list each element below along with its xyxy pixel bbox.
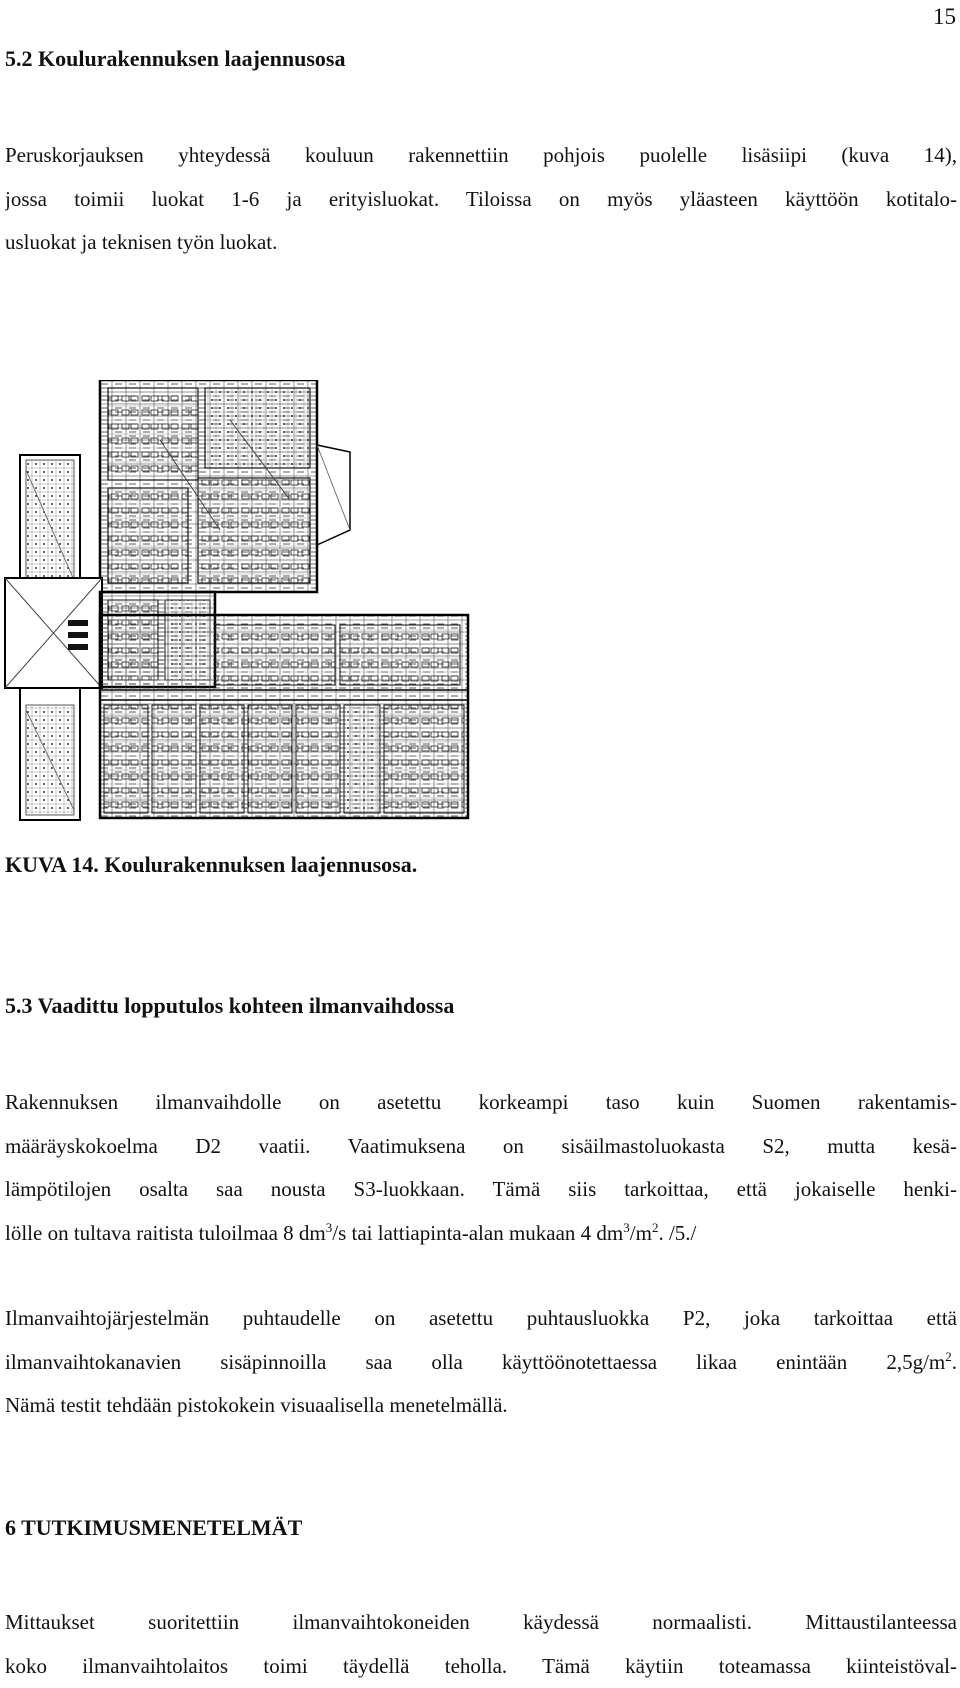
text-fragment: . /5./	[658, 1221, 696, 1245]
text-line: Rakennuksen ilmanvaihdolle on asetettu korkeampi taso kuin Suomen rakentamis-	[5, 1081, 957, 1125]
text-line: Peruskorjauksen yhteydessä kouluun rakennettiin pohjois puolelle lisäsiipi (kuva 14),	[5, 134, 957, 178]
section-heading-5-2: 5.2 Koulurakennuksen laajennusosa	[5, 46, 346, 72]
paragraph-5-3-1	[5, 1081, 957, 1255]
text-line: määräyskokoelma D2 vaatii. Vaatimuksena on sisäilmastoluokasta S2, mutta kesä-	[5, 1125, 957, 1169]
text-line: koko ilmanvaihtolaitos toimi täydellä teholla. Tämä käytiin toteamassa kiinteistöval-	[5, 1645, 957, 1688]
text-line: Ilmanvaihtojärjestelmän puhtaudelle on asetettu puhtausluokka P2, joka tarkoittaa että	[5, 1297, 957, 1341]
text-line: lämpötilojen osalta saa nousta S3-luokkaan. Tämä siis tarkoittaa, että jokaiselle henki-	[5, 1168, 957, 1212]
superscript: 3	[623, 1220, 630, 1235]
text-line: usluokat ja teknisen työn luokat.	[5, 221, 957, 265]
text-fragment: /s tai lattiapinta-alan mukaan 4 dm	[332, 1221, 623, 1245]
text-line	[5, 1341, 957, 1385]
floor-plan-figure	[0, 380, 480, 825]
paragraph-5-2	[5, 134, 957, 265]
section-heading-6: 6 TUTKIMUSMENETELMÄT	[5, 1515, 302, 1541]
text-line: Nämä testit tehdään pistokokein visuaalisella menetelmällä.	[5, 1384, 957, 1428]
floor-plan-drawing	[0, 380, 480, 825]
text-line: Mittaukset suoritettiin ilmanvaihtokoneiden käydessä normaalisti. Mittaustilanteessa	[5, 1601, 957, 1645]
text-fragment: .	[952, 1350, 957, 1374]
superscript: 3	[326, 1220, 333, 1235]
section-heading-5-3: 5.3 Vaadittu lopputulos kohteen ilmanvaihdossa	[5, 993, 454, 1019]
text-fragment: ilmanvaihtokanavien sisäpinnoilla saa olla käyttöönotettaessa likaa enintään 2,5g/m	[5, 1350, 945, 1374]
superscript: 2	[652, 1220, 659, 1235]
superscript: 2	[945, 1349, 952, 1364]
paragraph-6	[5, 1601, 957, 1688]
page-number: 15	[933, 4, 956, 30]
figure-caption: KUVA 14. Koulurakennuksen laajennusosa.	[5, 852, 417, 878]
text-line: jossa toimii luokat 1-6 ja erityisluokat. Tiloissa on myös yläasteen käyttöön kotitalo-	[5, 178, 957, 222]
text-line	[5, 1212, 957, 1256]
text-fragment: /m	[630, 1221, 652, 1245]
paragraph-5-3-2	[5, 1297, 957, 1428]
text-fragment: lölle on tultava raitista tuloilmaa 8 dm	[5, 1221, 326, 1245]
